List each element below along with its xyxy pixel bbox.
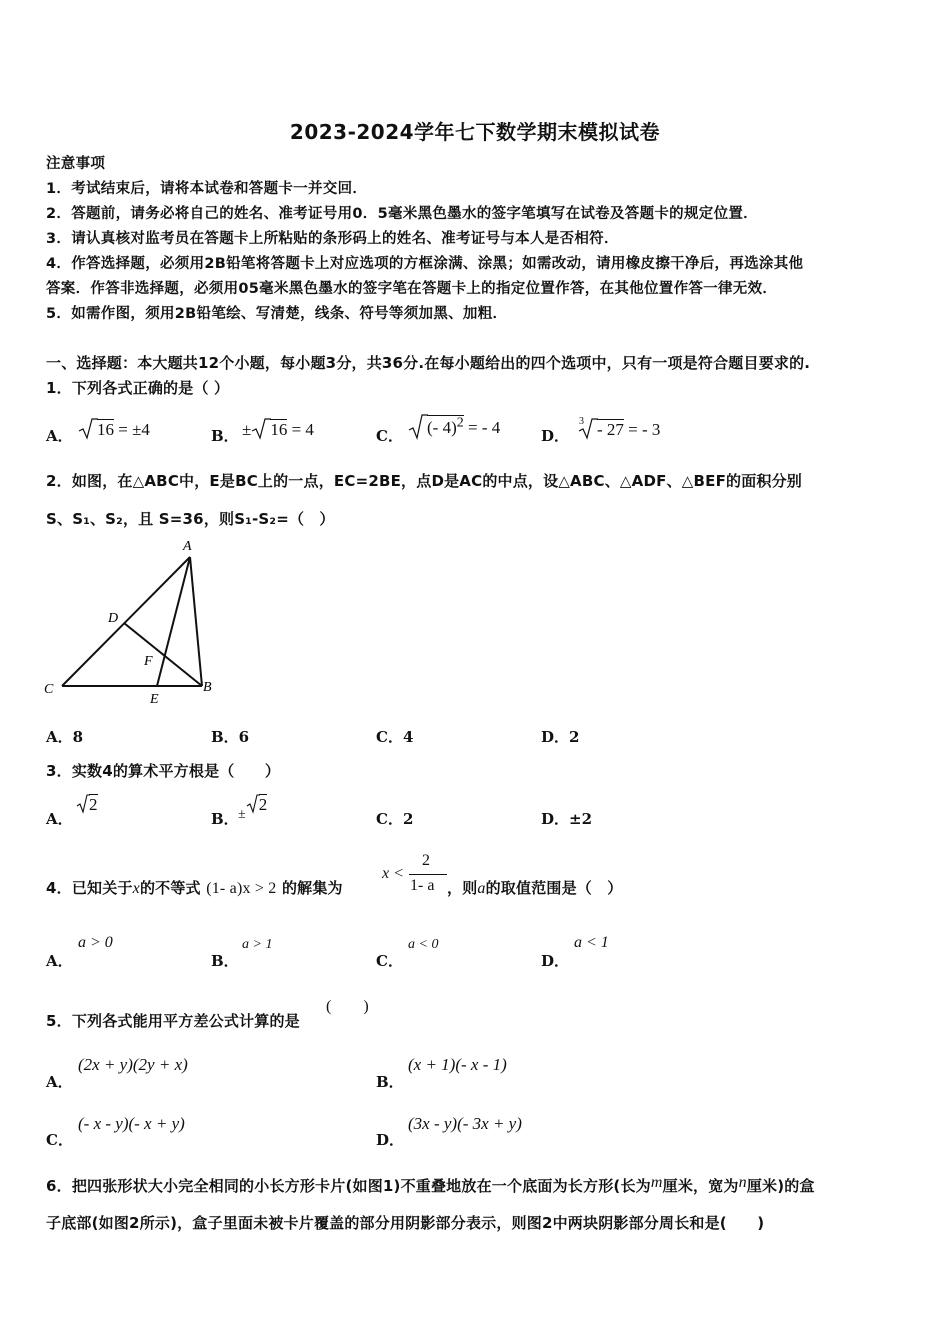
q5-option-a-expr: (2x + y)(2y + x): [78, 1055, 188, 1074]
notice-heading: 注意事项: [46, 156, 106, 172]
question-2-stem-cont: S、S₁、S₂，且 S=36，则S₁-S₂=（ ）: [46, 510, 335, 528]
q4-option-c-expr: a < 0: [408, 937, 439, 952]
label-d: D: [108, 611, 119, 626]
q3-option-a-expr: 2: [76, 794, 98, 815]
option-c-expr: (- 4)$^2$ = - 4: [408, 414, 500, 440]
q3-option-a-label: A．: [46, 810, 73, 828]
page-title: 2023-2024学年七下数学期末模拟试卷: [289, 120, 661, 144]
question-4-stem-end: ，则a的取值范围是（ ）: [447, 879, 623, 897]
q4-option-b-label: B．: [211, 952, 239, 970]
q4-option-b-expr: a > 1: [242, 937, 273, 952]
segment-ab: [190, 557, 202, 686]
label-c: C: [44, 682, 54, 697]
segment-ae: [157, 557, 190, 686]
option-b-label: B．: [211, 427, 239, 445]
radical-sign-icon: [76, 794, 90, 814]
option-a-label: A．: [46, 427, 73, 445]
question-4-stem: 4．已知关于x的不等式 (1- a)x > 2 的解集为: [46, 879, 343, 897]
q2-option-c: C．4: [376, 728, 414, 746]
notice-item: 1．考试结束后，请将本试卷和答题卡一并交回．: [46, 181, 368, 197]
triangle-figure: [40, 535, 230, 710]
q5-option-c-expr: (- x - y)(- x + y): [78, 1114, 185, 1133]
option-d-expr: $^3$ - 27 = - 3: [579, 416, 661, 439]
segment-ca: [62, 557, 190, 686]
notice-item: 答案．作答非选择题，必须用05毫米黑色墨水的签字笔在答题卡上的指定位置作答，在其他位置作答一律无效．: [46, 281, 778, 297]
option-a-expr: 16 = ±4: [78, 418, 150, 440]
option-d-label: D．: [541, 427, 570, 445]
q4-option-d-label: D．: [541, 952, 570, 970]
option-b-expr: ± 16 = 4: [242, 420, 314, 439]
q3-option-b-label: B．: [211, 810, 239, 828]
q3-option-d: D．±2: [541, 810, 593, 828]
notice-item: 4．作答选择题，必须用2B铅笔将答题卡上对应选项的方框涂满、涂黑；如需改动，请用橡皮擦干净后，再选涂其他: [46, 256, 804, 272]
label-e: E: [150, 692, 159, 707]
q5-option-c-label: C．: [46, 1131, 73, 1149]
q5-option-b-label: B．: [376, 1073, 404, 1091]
label-f: F: [144, 654, 153, 669]
question-2-stem: 2．如图，在△ABC中，E是BC上的一点，EC=2BE，点D是AC的中点，设△ABC、△ADF、△BEF的面积分别: [46, 472, 803, 490]
radical-sign-icon: [246, 794, 260, 814]
q3-option-c: C．2: [376, 810, 414, 828]
notice-item: 5．如需作图，须用2B铅笔绘、写清楚，线条、符号等须加黑、加粗．: [46, 306, 508, 322]
label-b: B: [203, 680, 212, 695]
radical-sign-icon: [251, 418, 271, 440]
notice-item: 3．请认真核对监考员在答题卡上所粘贴的条形码上的姓名、准考证号与本人是否相符．: [46, 231, 619, 247]
q2-option-d: D．2: [541, 728, 580, 746]
question-1-stem: 1．下列各式正确的是（ ）: [46, 379, 230, 397]
notice-item: 2．答题前，请务必将自己的姓名、准考证号用0．5毫米黑色墨水的签字笔填写在试卷及答题卡的规定位置．: [46, 206, 758, 222]
q5-option-d-label: D．: [376, 1131, 405, 1149]
label-a: A: [183, 539, 192, 554]
section-heading: 一、选择题：本大题共12个小题，每小题3分，共36分.在每小题给出的四个选项中，只有一项是符合题目要求的.: [46, 354, 811, 372]
question-3-stem: 3．实数4的算术平方根是（ ）: [46, 762, 281, 780]
q4-option-a-label: A．: [46, 952, 73, 970]
q5-option-b-expr: (x + 1)(- x - 1): [408, 1055, 507, 1074]
radical-sign-icon: [78, 418, 98, 440]
question-5-paren: ( ): [326, 998, 369, 1015]
question-6-stem: 6．把四张形状大小完全相同的小长方形卡片(如图1)不重叠地放在一个底面为长方形(长为m厘米，宽为n厘米)的盒: [46, 1174, 815, 1195]
q5-option-d-expr: (3x - y)(- 3x + y): [408, 1114, 522, 1133]
q5-option-a-label: A．: [46, 1073, 73, 1091]
q4-option-a-expr: a > 0: [78, 934, 113, 951]
q3-option-b-expr: $_\pm$2: [238, 795, 268, 822]
q4-option-d-expr: a < 1: [574, 934, 609, 951]
q4-option-c-label: C．: [376, 952, 403, 970]
question-6-stem-cont: 子底部(如图2所示)，盒子里面未被卡片覆盖的部分用阴影部分表示，则图2中两块阴影部分周长和是( ): [46, 1214, 765, 1232]
q2-option-a: A．8: [46, 728, 84, 746]
question-5-stem: 5．下列各式能用平方差公式计算的是: [46, 1012, 300, 1030]
option-c-label: C．: [376, 427, 403, 445]
q2-option-b: B．6: [211, 728, 250, 746]
radical-sign-icon: [408, 414, 428, 440]
segment-db: [124, 623, 202, 686]
